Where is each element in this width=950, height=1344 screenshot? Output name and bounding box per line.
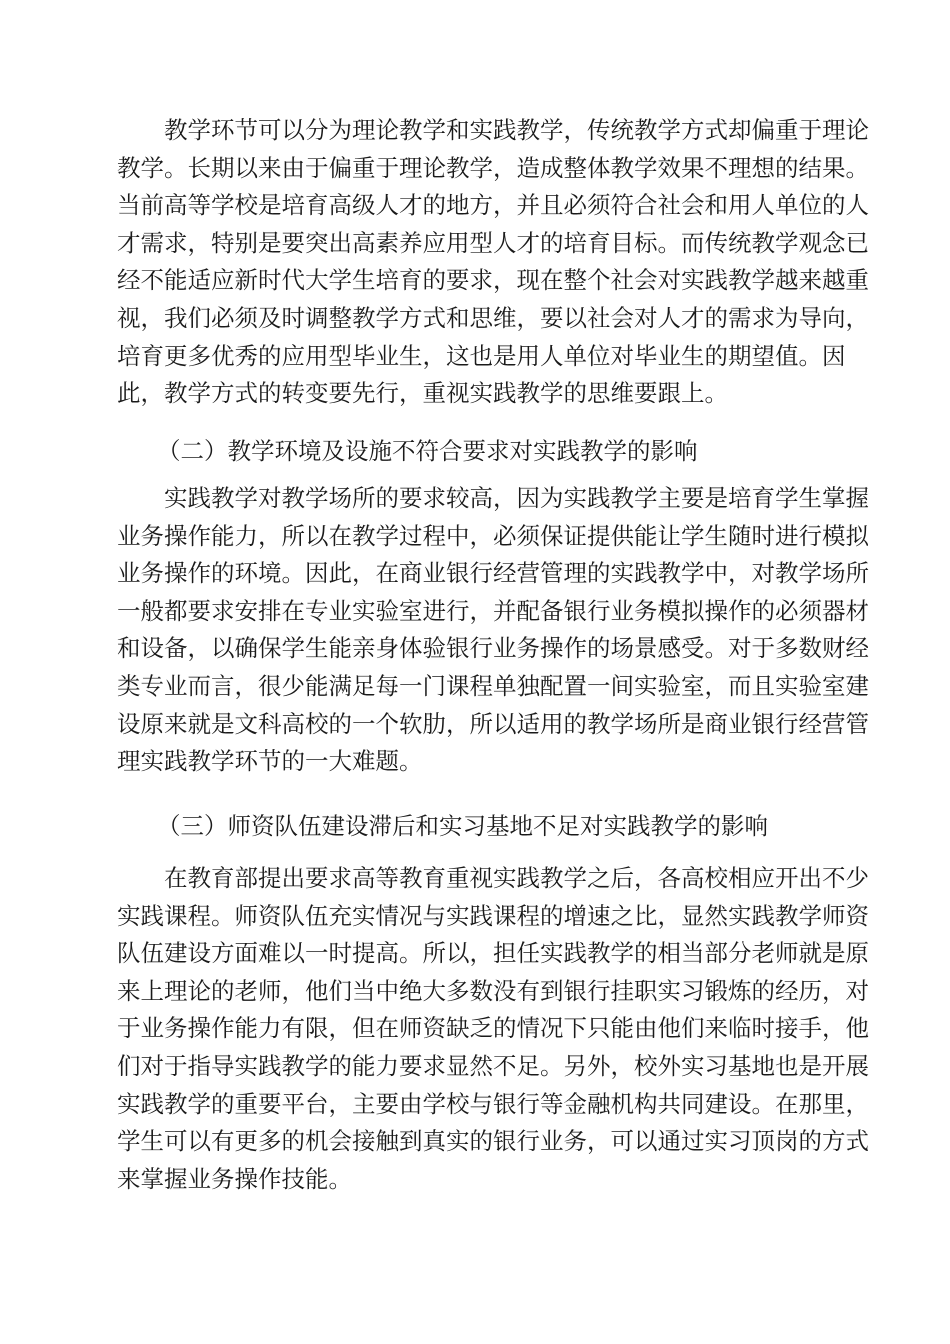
paragraph-line: 此，教学方式的转变要先行，重视实践教学的思维要跟上。 [117, 379, 728, 408]
paragraph-faculty-and-internship [117, 860, 869, 1198]
paragraph-line: 视，我们必须及时调整教学方式和思维，要以社会对人才的需求为导向， [117, 303, 869, 332]
paragraph-line: 在教育部提出要求高等教育重视实践教学之后，各高校相应开出不少 [117, 864, 869, 892]
section-heading-3: （三）师资队伍建设滞后和实习基地不足对实践教学的影响 [157, 812, 768, 840]
paragraph-line: 类专业而言，很少能满足每一门课程单独配置一间实验室，而且实验室建 [117, 671, 869, 700]
paragraph-line: 经不能适应新时代大学生培育的要求，现在整个社会对实践教学越来越重 [117, 266, 869, 295]
paragraph-line: 和设备，以确保学生能亲身体验银行业务操作的场景感受。对于多数财经 [117, 634, 869, 663]
paragraph-line: 当前高等学校是培育高级人才的地方，并且必须符合社会和用人单位的人 [117, 191, 869, 220]
paragraph-line: 业务操作的环境。因此，在商业银行经营管理的实践教学中，对教学场所 [117, 559, 869, 588]
paragraph-line: 设原来就是文科高校的一个软肋，所以适用的教学场所是商业银行经营管 [117, 709, 869, 738]
paragraph-teaching-methods [117, 112, 869, 413]
paragraph-line: 教学环节可以分为理论教学和实践教学，传统教学方式却偏重于理论 [117, 116, 869, 144]
paragraph-line: 来掌握业务操作技能。 [117, 1164, 352, 1193]
paragraph-line: 队伍建设方面难以一时提高。所以，担任实践教学的相当部分老师就是原 [117, 939, 869, 968]
paragraph-teaching-environment [117, 480, 869, 781]
paragraph-line: 来上理论的老师，他们当中绝大多数没有到银行挂职实习锻炼的经历，对 [117, 976, 869, 1005]
paragraph-line: 理实践教学环节的一大难题。 [117, 747, 423, 776]
paragraph-line: 实践教学对教学场所的要求较高，因为实践教学主要是培育学生掌握 [117, 484, 869, 512]
paragraph-line: 教学。长期以来由于偏重于理论教学，造成整体教学效果不理想的结果。 [117, 153, 869, 182]
paragraph-line: 们对于指导实践教学的能力要求显然不足。另外，校外实习基地也是开展 [117, 1051, 869, 1080]
paragraph-line: 实践教学的重要平台，主要由学校与银行等金融机构共同建设。在那里， [117, 1089, 869, 1118]
paragraph-line: 培育更多优秀的应用型毕业生，这也是用人单位对毕业生的期望值。因 [117, 341, 846, 370]
paragraph-line: 一般都要求安排在专业实验室进行，并配备银行业务模拟操作的必须器材 [117, 596, 869, 625]
paragraph-line: 业务操作能力，所以在教学过程中，必须保证提供能让学生随时进行模拟 [117, 521, 869, 550]
section-heading-2: （二）教学环境及设施不符合要求对实践教学的影响 [157, 437, 698, 465]
paragraph-line: 于业务操作能力有限，但在师资缺乏的情况下只能由他们来临时接手，他 [117, 1014, 869, 1043]
paragraph-line: 实践课程。师资队伍充实情况与实践课程的增速之比，显然实践教学师资 [117, 901, 869, 930]
paragraph-line: 才需求，特别是要突出高素养应用型人才的培育目标。而传统教学观念已 [117, 228, 869, 257]
paragraph-line: 学生可以有更多的机会接触到真实的银行业务，可以通过实习顶岗的方式 [117, 1127, 869, 1156]
